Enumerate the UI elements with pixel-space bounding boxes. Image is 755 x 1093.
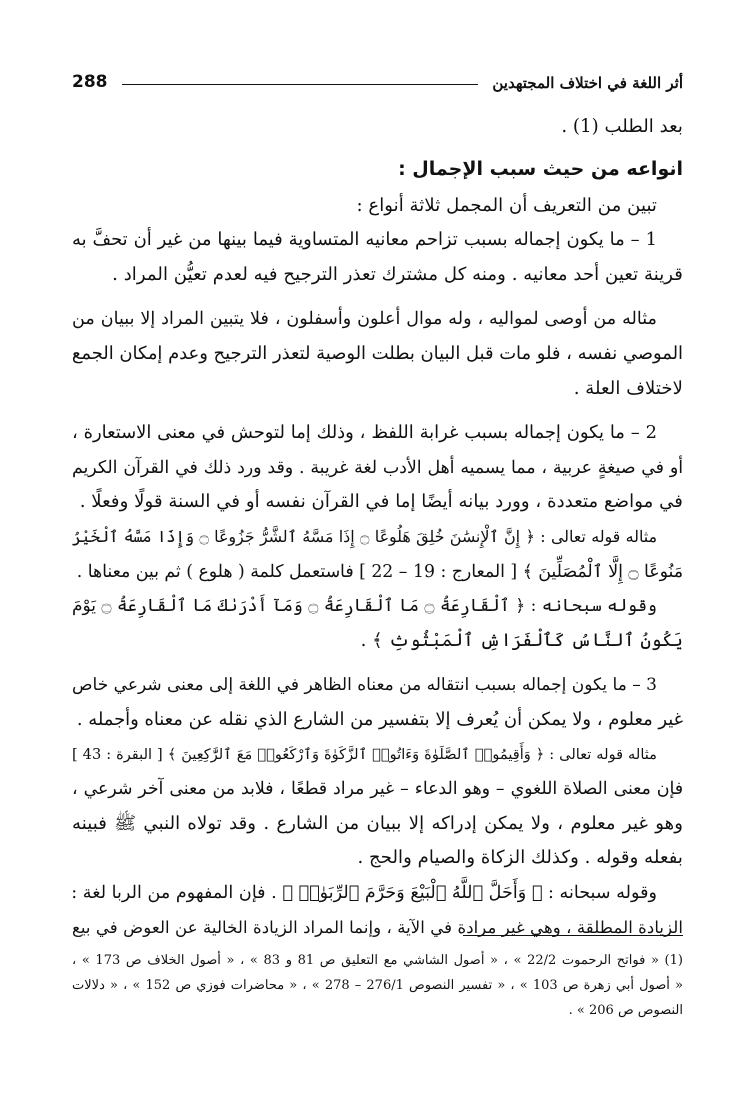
header-rule (122, 84, 479, 85)
footnote-rule (463, 935, 683, 936)
text-line: 1 – ما يكون إجماله بسبب تزاحم معانيه المتساوية فيما بينها من غير أن تحفَّ به (72, 229, 657, 251)
continuation-line: بعد الطلب (1) . (561, 116, 683, 137)
paragraph-example-2 (72, 520, 683, 589)
text-line: بفعله وقوله . وكذلك الزكاة والصيام والحج . (357, 847, 683, 869)
footnote-line: النصوص ص 206 » . (568, 1003, 683, 1018)
quran-line: يَكُونُ ٱلنَّاسُ كَٱلْفَرَاشِ ٱلْمَبْثُوثِ ﴾ . (360, 629, 683, 651)
footnote-line: (1) « فواتح الرحموت 22/2 » ، « أصول الشاشي مع التعليق ص 81 و 83 » ، « أصول الخلاف ص 173 » ، (72, 953, 683, 968)
page-header (72, 58, 683, 92)
text-line: قرينة تعين أحد معانيه . ومنه كل مشترك تعذر الترجيح فيه لعدم تعيُّن المراد . (112, 263, 683, 285)
footnotes (72, 948, 683, 1023)
text-line: فإن معنى الصلاة اللغوي – وهو الدعاء – غير مراد قطعًا ، فلابد من معنى آخر شرعي ، (72, 779, 683, 800)
page-body (72, 110, 683, 945)
text-line: أو في صيغةٍ عربية ، مما يسميه أهل الأدب لغة غريبة . وقد ورد ذلك في القرآن الكريم (72, 457, 683, 478)
text-line: الموصي نفسه ، فلو مات قبل البيان بطلت الوصية لتعذر الترجيح وعدم إمكان الجمع (71, 342, 683, 364)
section-heading: انواعه من حيث سبب الإجمال : (398, 157, 683, 180)
text-line: 2 – ما يكون إجماله بسبب غرابة اللفظ ، وذلك إما لتوحش في معنى الاستعارة ، (72, 422, 657, 444)
text-line: غير معلوم ، ولا يمكن أن يُعرف إلا بتفسير من الشارع الذي نقله عن معناه وأجمله . (76, 708, 683, 730)
paragraph-example-3 (72, 589, 683, 658)
running-title: أثر اللغة في اختلاف المجتهدين (492, 74, 683, 92)
paragraph-type-2 (72, 416, 683, 520)
quran-line: مَنُوعًا ۝ إِلَّا ٱلْمُصَلِّينَ ﴾ [ المعارج : 19 – 22 ] فاستعمل كلمة ( هلوع ) ثم بين معناها . (76, 561, 683, 582)
paragraph-type-1 (72, 223, 683, 292)
footnote-line: « أصول أبي زهرة ص 103 » ، « تفسير النصوص 276/1 – 278 » ، « محاضرات فوزي ص 152 » ، « دلالات (72, 978, 684, 993)
quran-line: مثاله قوله تعالى : ﴿ وَأَقِيمُوا۟ ٱلصَّلَوٰةَ وَءَاتُوا۟ ٱلزَّكَوٰةَ وَٱرْكَعُوا۟ مَعَ ٱلرَّٰكِعِينَ ﴾ [ البقرة : 43 ] (72, 745, 657, 763)
text-line: مثاله من أوصى لمواليه ، وله موال أعلون وأسفلون ، فلا يتبين المراد إلا ببيان من (72, 309, 657, 330)
paragraph-example-4 (72, 738, 683, 876)
quran-line: مثاله قوله تعالى : ﴿ إِنَّ ٱلْإِنسَٰنَ خُلِقَ هَلُوعًا ۝ إِذَا مَسَّهُ ٱلشَّرُّ جَزُوعًا ۝ وَإِذَا مَسَّهُ ٱلْخَيْرُ (72, 526, 658, 546)
intro-line: تبين من التعريف أن المجمل ثلاثة أنواع : (356, 194, 657, 216)
text-line: الزيادة المطلقة ، وهي غير مرادة في الآية ، وإنما المراد الزيادة الخالية عن العوض في بيع (72, 917, 683, 938)
text-line: 3 – ما يكون إجماله بسبب انتقاله من معناه الظاهر في اللغة إلى معنى شرعي خاص (72, 675, 657, 696)
text-line: لاختلاف العلة . (573, 377, 683, 399)
text-line: في مواضع متعددة ، وورد بيانه أيضًا إما في القرآن نفسه أو في السنة قولًا وفعلًا . (79, 491, 683, 513)
paragraph-example-1 (72, 302, 683, 406)
text-line: وهو غير معلوم ، ولا يمكن إدراكه إلا ببيان من الشارع . وقد تولاه النبي ﷺ فبينه (72, 812, 683, 834)
page-number: 288 (72, 72, 108, 92)
quran-line: وقوله سبحانه : ﴿ وَأَحَلَّ ٱللَّهُ ٱلْبَيْعَ وَحَرَّمَ ٱلرِّبَوٰا۟ ﴾ . فإن المفهوم من الربا لغة : (71, 882, 657, 903)
quran-line: وقوله سبحانه : ﴿ ٱلْقَارِعَةُ ۝ مَا ٱلْقَارِعَةُ ۝ وَمَآ أَدْرَىٰكَ مَا ٱلْقَارِعَةُ ۝ يَوْمَ (72, 596, 657, 617)
paragraph-type-3 (72, 668, 683, 737)
